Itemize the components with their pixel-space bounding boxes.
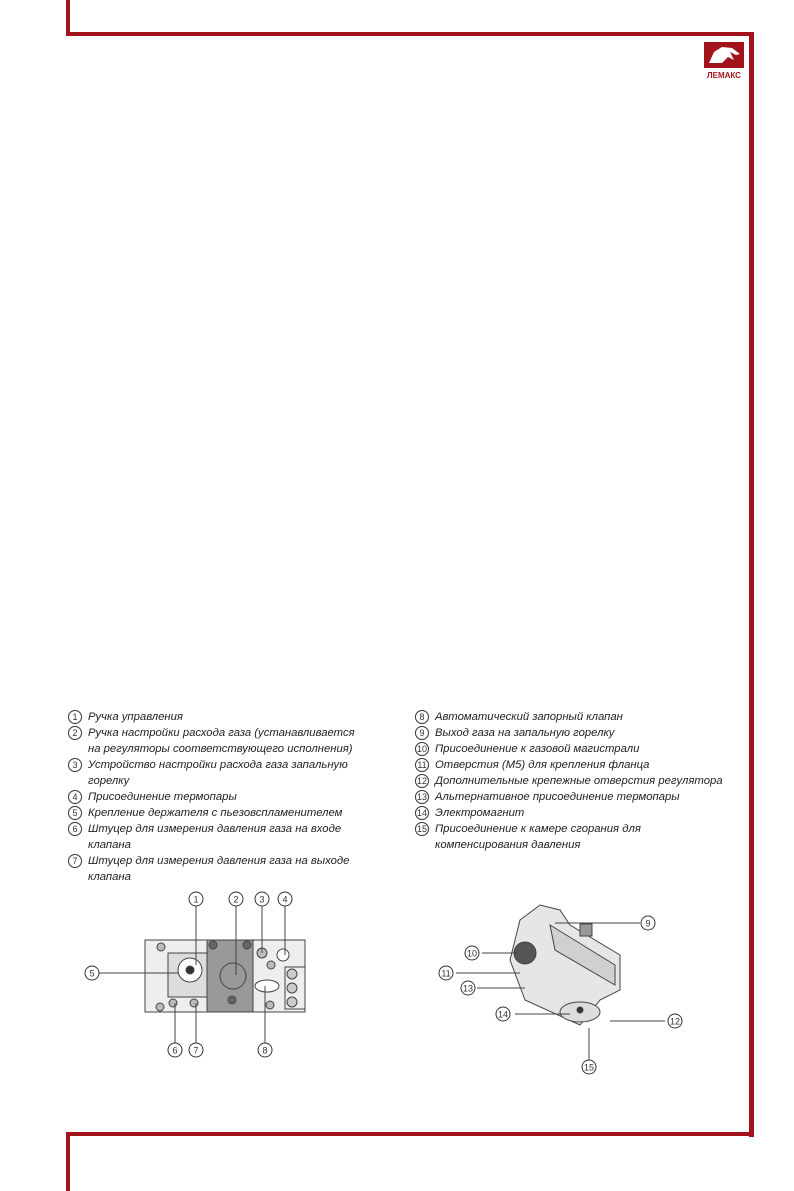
callout-label: 6 bbox=[172, 1045, 178, 1056]
callout-number: 8 bbox=[415, 710, 429, 724]
callout-label: 7 bbox=[193, 1045, 199, 1056]
callout-label: 2 bbox=[233, 894, 239, 905]
legend-item bbox=[415, 821, 745, 853]
legend-text: Электромагнит bbox=[435, 807, 525, 819]
legend-item bbox=[415, 773, 745, 789]
legend-text: Альтернативное присоединение термопары bbox=[435, 791, 680, 803]
legend-item bbox=[68, 709, 388, 725]
legend-text: Выход газа на запальную горелку bbox=[435, 727, 615, 739]
legend-item bbox=[68, 789, 388, 805]
callout-number: 9 bbox=[415, 726, 429, 740]
legend-item bbox=[415, 709, 745, 725]
legend-item bbox=[68, 757, 388, 789]
callout-number: 10 bbox=[416, 744, 427, 754]
legend-item bbox=[415, 789, 745, 805]
lemax-logo bbox=[700, 38, 748, 82]
callout-label: 13 bbox=[462, 983, 474, 994]
callout-label: 1 bbox=[193, 894, 199, 905]
legend-item bbox=[68, 805, 388, 821]
legend-item bbox=[415, 757, 745, 773]
callout-label: 8 bbox=[262, 1045, 268, 1056]
legend-item bbox=[68, 725, 388, 757]
legend-item bbox=[415, 805, 745, 821]
legend-item bbox=[68, 853, 388, 885]
callout-number: 11 bbox=[415, 758, 429, 772]
legend-right bbox=[415, 709, 745, 853]
logo-text: ЛЕМАКС bbox=[707, 71, 741, 80]
callout-number: 1 bbox=[68, 710, 82, 724]
frame-bottom bbox=[66, 1132, 754, 1136]
callout-label: 10 bbox=[466, 948, 478, 959]
legend-text: Отверстия (М5) для крепления фланца bbox=[435, 759, 650, 771]
callout-label: 15 bbox=[583, 1062, 595, 1073]
callout-label: 14 bbox=[497, 1009, 509, 1020]
callout-number: 4 bbox=[68, 790, 82, 804]
frame-bottom-left-vertical bbox=[66, 1132, 70, 1191]
frame-top bbox=[66, 32, 754, 36]
callout-number: 3 bbox=[68, 758, 82, 772]
callout-label: 9 bbox=[645, 918, 651, 929]
frame-top-left-vertical bbox=[66, 0, 70, 36]
legend-text: Крепление держателя с пьезовспламенителем bbox=[88, 807, 343, 819]
callout-label: 5 bbox=[89, 968, 95, 979]
legend-text: Ручка управления bbox=[88, 711, 183, 723]
callout-number: 5 bbox=[68, 806, 82, 820]
frame-right bbox=[749, 32, 754, 1137]
callout-label: 3 bbox=[259, 894, 265, 905]
legend-text: Ручка настройки расхода газа (устанавливается на регуляторы соответствующего исполнения) bbox=[88, 727, 355, 755]
callout-number: 15 bbox=[416, 824, 427, 834]
callout-number: 7 bbox=[68, 854, 82, 868]
callout-number: 6 bbox=[68, 822, 82, 836]
callout-number: 12 bbox=[416, 776, 427, 786]
legend-text: Автоматический запорный клапан bbox=[435, 711, 623, 723]
legend-left bbox=[68, 709, 388, 885]
callout-label: 12 bbox=[669, 1016, 681, 1027]
valve-front-diagram bbox=[80, 885, 320, 1065]
legend-text: Присоединение к камере сгорания для компенсирования давления bbox=[435, 823, 641, 851]
legend-text: Устройство настройки расхода газа запальную горелку bbox=[88, 759, 348, 787]
legend-item bbox=[415, 725, 745, 741]
legend-text: Присоединение к газовой магистрали bbox=[435, 743, 640, 755]
callout-label: 4 bbox=[282, 894, 288, 905]
legend-item bbox=[415, 741, 745, 757]
callout-number: 14 bbox=[416, 808, 427, 818]
legend-text: Штуцер для измерения давления газа на выходе клапана bbox=[88, 855, 350, 883]
valve-isometric-diagram bbox=[430, 880, 710, 1080]
callout-number: 2 bbox=[68, 726, 82, 740]
legend-item bbox=[68, 821, 388, 853]
legend-text: Дополнительные крепежные отверстия регулятора bbox=[435, 775, 723, 787]
callout-number: 13 bbox=[416, 792, 427, 802]
legend-text: Штуцер для измерения давления газа на входе клапана bbox=[88, 823, 342, 851]
callout-label: 11 bbox=[441, 968, 451, 979]
legend-text: Присоединение термопары bbox=[88, 791, 237, 803]
